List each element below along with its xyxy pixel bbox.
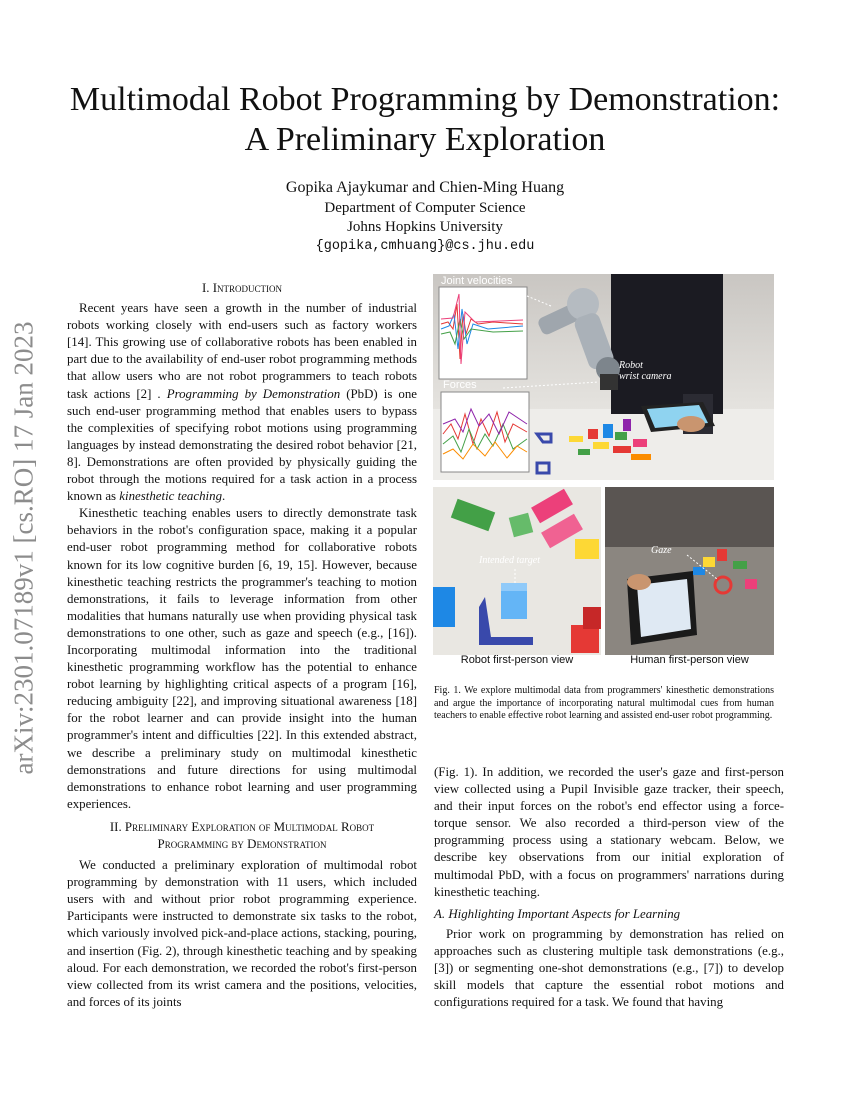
- right-column: [434, 764, 784, 1011]
- intro-text-c: .: [222, 489, 226, 504]
- section-2-heading-line-2: Programming by Demonstration: [157, 837, 327, 851]
- arxiv-id: arXiv:2301.07189v1 [cs.RO] 17 Jan 2023: [8, 321, 39, 775]
- author-email: {gopika,cmhuang}@cs.jhu.edu: [315, 239, 535, 254]
- label-intended-target: Intended target: [479, 555, 541, 566]
- section-2-paragraph-1: We conducted a preliminary exploration of multimodal robot programming by demonstration with 11 users, which included users with and without prior robot programming experience. Participants were instructed to demonstrate six tasks to the robot, which variously involved pick-and-place actions, stacking, pouring, and insertion (Fig. 2), through kinesthetic teaching and by speaking aloud. For each demonstration, we recorded the robot's first-person view collected from its wrist camera and the positions, velocities, and forces of its joints: [67, 858, 417, 1009]
- intro-text-a: Recent years have seen a growth in the number of industrial robots working closely with end-users such as factory workers [14]. This growing use of collaborative robots has been enabled in part due to the availability of end-user robot programming methods that allow users who are not robot programmers to teach robots task actions [2] .: [67, 301, 417, 401]
- label-forces: Forces: [443, 379, 477, 391]
- section-1-heading: I. Introduction: [201, 281, 283, 295]
- intro-emphasis-kinesthetic: kinesthetic teaching: [119, 489, 223, 504]
- figure-robot-view-panel: [433, 487, 601, 655]
- figure-human-view-panel: [605, 487, 774, 655]
- title-line-1: Multimodal Robot Programming by Demonstration:: [69, 81, 781, 118]
- section-2-heading-line-1: II. Preliminary Exploration of Multimodal Robot: [109, 819, 375, 834]
- title-line-2: A Preliminary Exploration: [244, 121, 606, 158]
- figure-1-caption: Fig. 1. We explore multimodal data from programmers' kinesthetic demonstrations and argue the importance of incorporating natural multimodal cues from human teachers to enable effective robot learning and assisted end-user robot programming.: [434, 685, 774, 722]
- intro-paragraph-2: Kinesthetic teaching enables users to directly demonstrate task behaviors in the robot's configuration space, making it a popular end-user robot programming method for collaborative robots known for its low cognitive burden [6, 19, 15]. However, because kinesthetic teaching restricts the programmer's teaching to motion demonstrations, it fails to leverage information from other modalities that humans naturally use when providing physical task demonstrations to one other, such as gaze and speech (e.g., [16]). Incorporating multimodal information into the traditional kinesthetic programming workflow has the potential to enhance robot learning by highlighting critical aspects of a program [16], reducing ambiguity [22], and improving situational awareness [18] for the robot learner and can provide insight into the human programmer's intent and difficulties [22]. In this extended abstract, we describe a preliminary study on multimodal kinesthetic demonstrations and future directions for using multimodal demonstrations to enhance robot learning and user programming experiences.: [67, 506, 417, 811]
- right-paragraph-2: Prior work on programming by demonstration has relied on approaches such as clustering multiple task demonstrations (e.g., [3]) or segmenting one-shot demonstrations (e.g., [7]) to develop skill models that capture the essential robot motions and configurations required for a task. We found that having: [434, 926, 784, 1010]
- author-department: Department of Computer Science: [324, 200, 526, 216]
- intro-paragraph-1: [67, 300, 417, 505]
- section-2-heading: [67, 819, 417, 853]
- human-first-person-image: [605, 487, 774, 655]
- subsection-a-heading: A. Highlighting Important Aspects for Learning: [434, 906, 681, 921]
- caption-human-first-person-view: Human first-person view: [630, 654, 749, 666]
- robot-scene-image: [433, 274, 774, 480]
- label-robot-wrist-camera: [619, 360, 672, 382]
- author-university: Johns Hopkins University: [347, 219, 503, 235]
- intro-text-b: (PbD) is one such end-user programming method that enables users to bypass the complexities of specifying robot motions using programming languages by instead demonstrating the desired robot behavior [21, 8]. Demonstrations are often provided by physically guiding the robot through the motions required for a task action in a process known as: [67, 386, 418, 504]
- author-names: Gopika Ajaykumar and Chien-Ming Huang: [285, 179, 565, 196]
- paper-title: [0, 80, 850, 160]
- label-robot-wrist-camera-line-2: wrist camera: [619, 371, 672, 382]
- label-gaze: Gaze: [651, 545, 672, 556]
- label-robot-wrist-camera-line-1: Robot: [619, 360, 643, 371]
- label-joint-velocities: Joint velocities: [441, 275, 513, 287]
- caption-robot-first-person-view: Robot first-person view: [460, 654, 574, 666]
- right-paragraph-1: (Fig. 1). In addition, we recorded the user's gaze and first-person view collected using a Pupil Invisible gaze tracker, their speech, and their input forces on the robot's end effector using a force-torque sensor. We also recorded a third-person view of the programming process using a stationary webcam. Below, we describe key observations from our initial exploration of multimodal PbD, with a focus on programmers' narrations during kinesthetic teaching.: [434, 765, 784, 899]
- arxiv-stamp: [4, 293, 44, 803]
- robot-first-person-image: [433, 487, 601, 655]
- figure-top-panel: [433, 274, 774, 480]
- left-column: [67, 280, 417, 1011]
- author-block: [0, 177, 850, 256]
- intro-emphasis-pbd: Programming by Demonstration: [166, 386, 341, 401]
